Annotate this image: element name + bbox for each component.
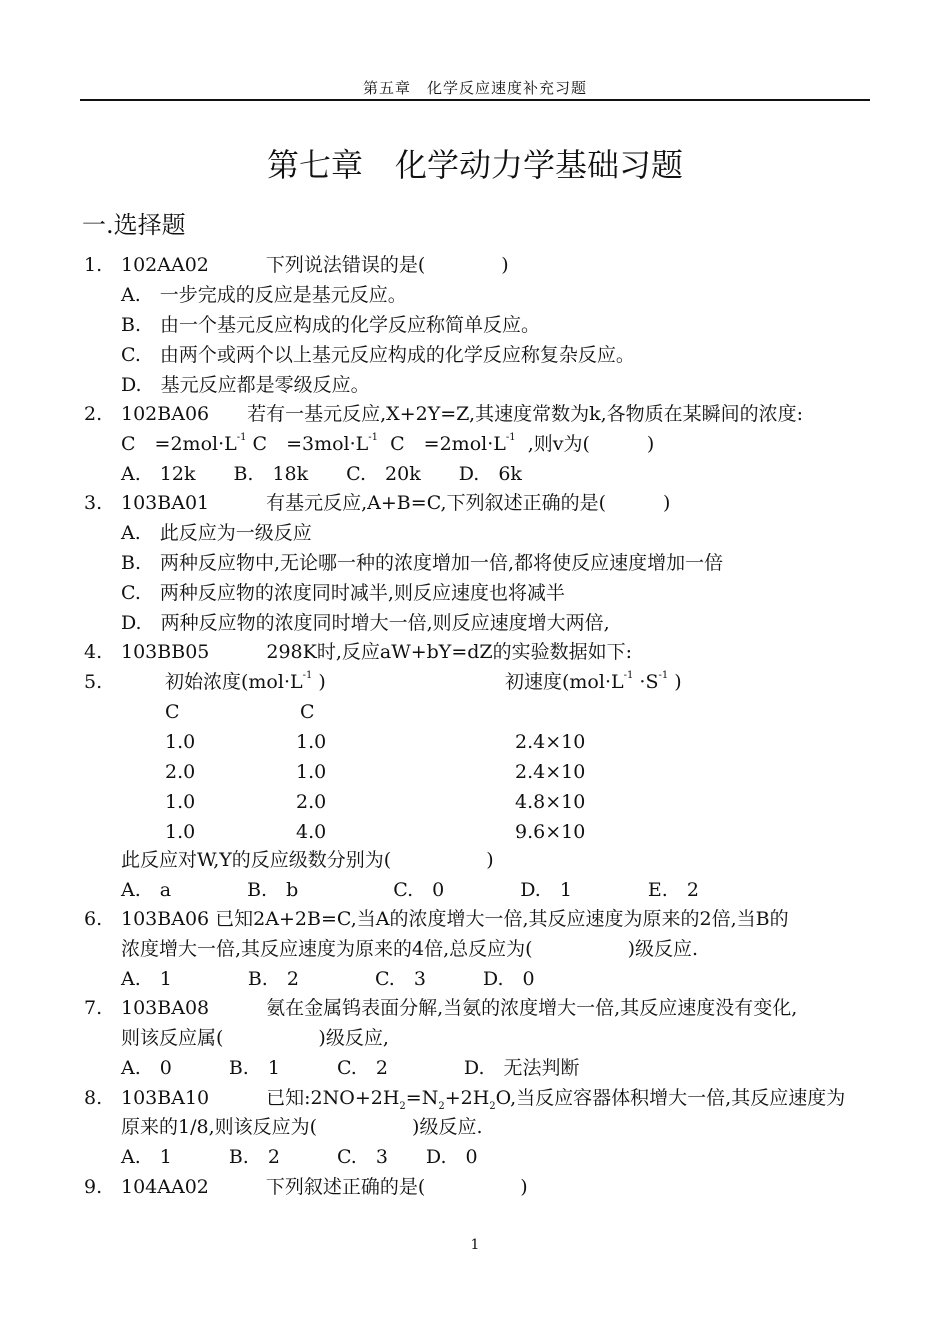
chapter-title: 第七章 化学动力学基础习题 — [266, 146, 683, 184]
q1-option-a: A. 一步完成的反应是基元反应。 — [121, 284, 407, 306]
q7-number: 7. — [84, 997, 103, 1019]
q5-col-cw: C — [165, 701, 180, 723]
q1-option-d: D. 基元反应都是零级反应。 — [121, 374, 370, 396]
q5-number: 5. — [84, 671, 103, 693]
q3-option-c: C. 两种反应物的浓度同时减半,则反应速度也将减半 — [121, 582, 565, 604]
q6-line1: 103BA06 已知2A+2B=C,当A的浓度增大一倍,其反应速度为原来的2倍,当B的 — [121, 908, 789, 930]
q5-row4-cy: 4.0 — [296, 821, 327, 843]
q5-row2-rate: 2.4×10 — [515, 761, 586, 783]
q5-row1-rate: 2.4×10 — [515, 731, 586, 753]
q5-row1-cy: 1.0 — [296, 731, 327, 753]
q6-options: A. 1 B. 2 C. 3 D. 0 — [121, 968, 535, 990]
q5-row1-cw: 1.0 — [165, 731, 196, 753]
section-heading: 一.选择题 — [82, 211, 186, 239]
q3-option-d: D. 两种反应物的浓度同时增大一倍,则反应速度增大两倍, — [121, 612, 610, 634]
q7-options: A. 0 B. 1 C. 2 D. 无法判断 — [121, 1057, 580, 1079]
q3-option-b: B. 两种反应物中,无论哪一种的浓度增加一倍,都将使反应速度增加一倍 — [121, 552, 724, 574]
q5-row3-cy: 2.0 — [296, 791, 327, 813]
q2-number: 2. — [84, 403, 103, 425]
q5-question: 此反应对W,Y的反应级数分别为( ) — [121, 849, 494, 871]
q1-option-c: C. 由两个或两个以上基元反应构成的化学反应称复杂反应。 — [121, 344, 635, 366]
q5-header-initial-conc: 初始浓度($mol\cdot L^{-1}$ ) — [165, 670, 326, 693]
q4-number: 4. — [84, 641, 103, 663]
q9-text: 104AA02 下列叙述正确的是( ) — [121, 1176, 528, 1198]
q3-text: 103BA01 有基元反应,A+B=C,下列叙述正确的是( ) — [121, 492, 671, 514]
q6-number: 6. — [84, 908, 103, 930]
q8-options: A. 1 B. 2 C. 3 D. 0 — [121, 1146, 478, 1168]
q5-header-initial-rate: 初速度($mol\cdot L^{-1} \cdot S^{-1}$ ) — [505, 670, 682, 693]
q1-text: 102AA02 下列说法错误的是( ) — [121, 254, 509, 276]
q5-row4-cw: 1.0 — [165, 821, 196, 843]
q5-row3-cw: 1.0 — [165, 791, 196, 813]
q5-row3-rate: 4.8×10 — [515, 791, 586, 813]
q6-line2: 浓度增大一倍,其反应速度为原来的4倍,总反应为( )级反应. — [121, 938, 699, 960]
q2-concentrations: C $=2mol\cdot L^{-1}$ C $=3mol\cdot L^{-1}$ C $=2mol\cdot L^{-1}$ ,则v为( ) — [121, 432, 655, 455]
q7-line1: 103BA08 氨在金属钨表面分解,当氨的浓度增大一倍,其反应速度没有变化, — [121, 997, 798, 1019]
q5-row4-rate: 9.6×10 — [515, 821, 586, 843]
q7-line2: 则该反应属( )级反应, — [121, 1027, 389, 1049]
q5-col-cy: C — [300, 701, 315, 723]
q5-row2-cy: 1.0 — [296, 761, 327, 783]
q1-option-b: B. 由一个基元反应构成的化学反应称简单反应。 — [121, 314, 541, 336]
q3-option-a: A. 此反应为一级反应 — [121, 522, 312, 544]
q2-text: 102BA06 若有一基元反应,X+2Y=Z,其速度常数为k,各物质在某瞬间的浓度: — [121, 403, 804, 425]
q9-number: 9. — [84, 1176, 103, 1198]
q8-line2: 原来的1/8,则该反应为( )级反应. — [121, 1116, 483, 1138]
header-rule — [80, 99, 870, 101]
q2-options: A. 12k B. 18k C. 20k D. 6k — [121, 463, 522, 485]
q3-number: 3. — [84, 492, 103, 514]
q8-number: 8. — [84, 1087, 103, 1109]
q4-text: 103BB05 298K时,反应aW+bY=dZ的实验数据如下: — [121, 641, 633, 663]
q5-row2-cw: 2.0 — [165, 761, 196, 783]
q8-line1: 103BA10 已知$:2NO+2H_2=N_2+2H_2O$,当反应容器体积增大一倍,其反应速度为 — [121, 1087, 846, 1112]
page-number: 1 — [470, 1237, 480, 1253]
q5-options: A. a B. b C. 0 D. 1 E. 2 — [121, 879, 699, 901]
running-header: 第五章 化学反应速度补充习题 — [362, 79, 587, 97]
q1-number: 1. — [84, 254, 103, 276]
